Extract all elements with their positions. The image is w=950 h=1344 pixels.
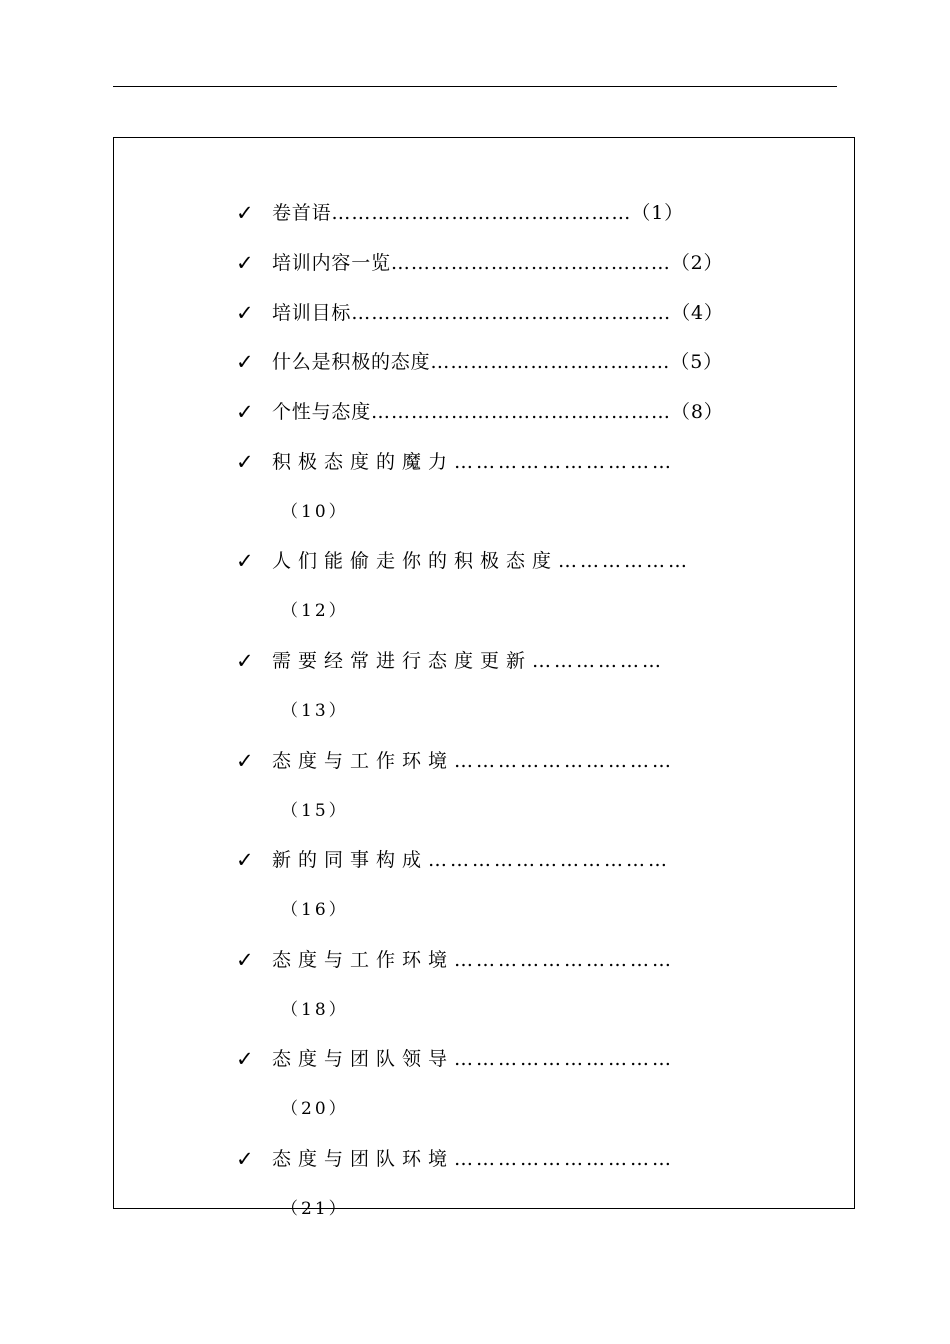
toc-entry-text [272, 298, 724, 328]
toc-leader: ………………………… [454, 949, 675, 971]
toc-page-number: （1） [631, 202, 684, 224]
toc-leader: ………………………… [454, 451, 675, 473]
toc-entry-title: 什么是积极的态度 [272, 351, 431, 373]
check-icon: ✓ [236, 450, 254, 474]
check-icon: ✓ [236, 749, 254, 773]
toc-entry-text [272, 198, 684, 228]
check-icon: ✓ [236, 1047, 254, 1071]
toc-entry-title: 个性与态度 [272, 401, 372, 423]
toc-page-number: （12） [281, 601, 349, 621]
check-icon: ✓ [236, 549, 254, 573]
toc-entry-title: 态度与团队领导 [272, 1048, 455, 1070]
toc-leader: ………………………… [454, 1148, 675, 1170]
toc-leader: ……………………………………… [331, 202, 632, 224]
check-icon: ✓ [236, 400, 254, 424]
toc-page-number: （21） [281, 1199, 349, 1219]
toc-page-number: （18） [281, 1000, 349, 1020]
toc-page-number: （2） [670, 252, 724, 274]
toc-leader: …………………………………… [390, 252, 671, 274]
toc-entry-text [272, 447, 674, 477]
check-icon: ✓ [236, 201, 254, 225]
check-icon: ✓ [236, 301, 254, 325]
toc-page-number: （20） [281, 1099, 349, 1119]
toc-leader: ………………………… [454, 750, 675, 772]
check-icon: ✓ [236, 948, 254, 972]
toc-page-number: （15） [281, 801, 349, 821]
check-icon: ✓ [236, 251, 254, 275]
toc-page-number: （13） [281, 701, 349, 721]
toc-page-number: （8） [671, 401, 724, 423]
toc-entry-text [272, 1044, 674, 1074]
toc-entry-text [272, 347, 723, 377]
toc-entry-text [272, 546, 690, 576]
toc-entry-title: 态度与团队环境 [272, 1148, 455, 1170]
toc-entry-title: 培训目标 [272, 302, 352, 324]
toc-entry-text [272, 248, 723, 278]
toc-entry-text [272, 646, 664, 676]
check-icon: ✓ [236, 848, 254, 872]
toc-leader: ………………………… [454, 1048, 675, 1070]
toc-entry-title: 态度与工作环境 [272, 949, 455, 971]
toc-entry-text [272, 1144, 674, 1174]
toc-leader: ……………… [532, 650, 665, 672]
toc-entry-title: 态度与工作环境 [272, 750, 455, 772]
toc-page-number: （4） [671, 302, 724, 324]
toc-leader: …………………………… [428, 849, 671, 871]
toc-entry-title: 卷首语 [272, 202, 332, 224]
check-icon: ✓ [236, 649, 254, 673]
toc-entry-title: 培训内容一览 [272, 252, 391, 274]
toc-entry-text [272, 945, 674, 975]
toc-entry-text [272, 746, 674, 776]
toc-entry-title: 人们能偷走你的积极态度 [272, 550, 559, 572]
check-icon: ✓ [236, 1147, 254, 1171]
toc-entry-title: 需要经常进行态度更新 [272, 650, 533, 672]
toc-entry-text [272, 845, 670, 875]
toc-leader: ……………………………………… [371, 401, 672, 423]
toc-leader: ………………………………………… [351, 302, 672, 324]
toc-page-number: （16） [281, 900, 349, 920]
toc-page-number: （5） [670, 351, 723, 373]
toc-entry-text [272, 397, 724, 427]
toc-leader: ……………… [558, 550, 691, 572]
toc-entry-title: 新的同事构成 [272, 849, 429, 871]
toc-leader: ……………………………… [430, 351, 671, 373]
toc-entry-title: 积极态度的魔力 [272, 451, 455, 473]
toc-page-number: （10） [281, 502, 349, 522]
check-icon: ✓ [236, 350, 254, 374]
